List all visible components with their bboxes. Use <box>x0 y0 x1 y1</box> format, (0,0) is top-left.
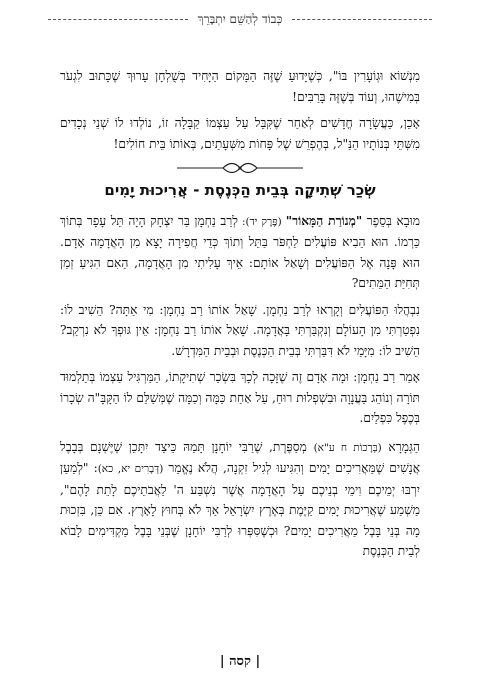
paragraph-lead: הַגְּמָרָא <box>381 439 420 454</box>
source-reference: (בְּרָכוֹת ח ע"א) <box>313 441 382 454</box>
running-header <box>48 10 432 28</box>
book-title: "מְנוֹרַת הַמָּאוֹר" <box>285 213 363 228</box>
section-heading: שְׂכַר שְׁתִיקָה בְּבֵית הַכְּנֶסֶת - אֲרִיכוּת יָמִים <box>104 181 376 199</box>
paragraph-text: לְרַב נַחְמָן בַּר יִצְחָק הָיָה תֵּל עָפָר בְּתוֹךְ כַּרְמוֹ. הוּא הֵבִיא פּוֹעֲלִים לַחְפֹּר בַּתֵּל וְתוֹךְ כְּדֵי חֲפִירָה יָצָא מִן הָאֲדָמָה אָדָם. הוּא פָּנָה אֶל הַפּוֹעֲלִים וְשָׁאַל אוֹתָם: אֵיךְ עָלִיתִי מִן הָאֲדָמָה, הַאִם הִגִּיעַ זְמַן תְּחִיַּת הַמֵּתִים? <box>60 213 420 290</box>
flourish-icon <box>175 162 305 174</box>
paragraph <box>60 437 420 562</box>
page-number: | קסה | <box>219 654 261 669</box>
header-rule-left <box>48 19 188 20</box>
paragraph: מִנְשׁוֹא וּגְוֹעָרִין בּוֹ", כְּשֶׁיָּדוּעַ שֶׁזֶּה הַמָּקוֹם הַיָּחִיד בְּשֻׁלְחָן עָרוּךְ שֶׁכָּתוּב לִגְעֹר בְּמִישֶׁהוּ, וְעוֹד בְּשֶׁזֶּה בָּרַבִּים! <box>60 69 420 104</box>
section-divider-ornament <box>60 162 420 174</box>
header-title: כְּבוֹד לְהַשֵּׁם יִתְבָּרֵךְ <box>197 11 283 26</box>
paragraph-text: מְסַפֶּרֶת, שֶׁרַבִּי יוֹחָנָן תָּמַהּ כֵּיצַד יִתָּכֵן שֶׁיֶּשְׁנָם בְּבָבֶל אֲנָשִׁים שֶׁמַּאֲרִיכִים יָמִים וְהִגִּיעוּ לְגִיל זִקְנָה, הֲלֹא נֶאֱמַר <box>60 439 421 475</box>
paragraph-lead: מוּבָא בְּסֵפֶר <box>362 213 420 228</box>
paragraph: אָמַר רַב נַחְמָן: וּמָה אָדָם זֶה שֶׁזָּכָה לְכָךְ בִּשְׂכַר שְׁתִיקָתוֹ, הַמַּרְגִּיל עַצְמוֹ בְּתַלְמוּד תּוֹרָה וְנוֹהֵג בַּעֲנָוָה וּבִשְׁפְלוּת רוּחַ, עַל אַחַת כַּמָּה וְכַמָּה שֶׁמְּשַׁלֵּם לוֹ הַקָּבָּ"ה שְׂכָרוֹ בְּכֶפֶל כִּפְלַיִם. <box>60 370 420 425</box>
header-rule-right <box>292 19 432 20</box>
source-reference: (פֶּרֶק יד): <box>237 215 286 228</box>
paragraph-text: : "לְמַעַן יִרְבּוּ יְמֵיכֶם וִימֵי בְנֵיכֶם עַל הָאֲדָמָה אֲשֶׁר נִשְׁבַּע ה' לַאֲבֹתֵיכֶם לָתֵת לָהֶם", מַשְׁמַע שֶׁאֲרִיכוּת יָמִים קַיֶּמֶת בְּאֶרֶץ יִשְׂרָאֵל אַךְ לֹא בְּחוּץ לָאָרֶץ. אִם כֵּן, בִּזְכוּת מָה בְּנֵי בָּבֶל מַאֲרִיכִים יָמִים? וּכְשֶׁסִּפְּרוּ לְרַבִּי יוֹחָנָן שֶׁבְּנֵי בָּבֶל מַקְדִּימִים לָבוֹא לְבֵית הַכְּנֶסֶת <box>60 461 420 558</box>
paragraph: אָכֵן, כַּעֲשָׂרָה חֳדָשִׁים לְאַחַר שֶׁקִּבֵּל עַל עַצְמוֹ קַבָּלָה זוֹ, נוֹלְדוּ לוֹ שְׁנֵי נְכָדִים מִשְּׁתֵּי בְּנוֹתָיו הַנַּ"ל, בְּהֶפְרֵשׁ שֶׁל פָּחוֹת מִשְּׁעָתַיִם, בְּאוֹתוֹ בֵּית חוֹלִים! <box>60 116 420 151</box>
source-reference: (דְּבָרִים יא, כא) <box>97 463 164 475</box>
paragraph <box>60 211 420 294</box>
paragraph: נִבְהֲלוּ הַפּוֹעֲלִים וְקָרְאוּ לְרַב נַחְמָן. שָׁאַל אוֹתוֹ רַב נַחְמָן: מִי אַתָּה? הֵשִׁיב לוֹ: נִפְטַרְתִּי מִן הָעוֹלָם וְנִקְבַּרְתִּי בָּאֲדָמָה. שָׁאַל אוֹתוֹ רַב נַחְמָן: אֵין גּוּפְךָ לֹא נִרְקַב? הֵשִׁיב לוֹ: מִיָּמַי לֹא דִּבַּרְתִּי בְּבֵית הַכְּנֶסֶת וּבְבֵית הַמִּדְרָשׁ. <box>60 302 420 358</box>
page-body <box>60 66 420 568</box>
